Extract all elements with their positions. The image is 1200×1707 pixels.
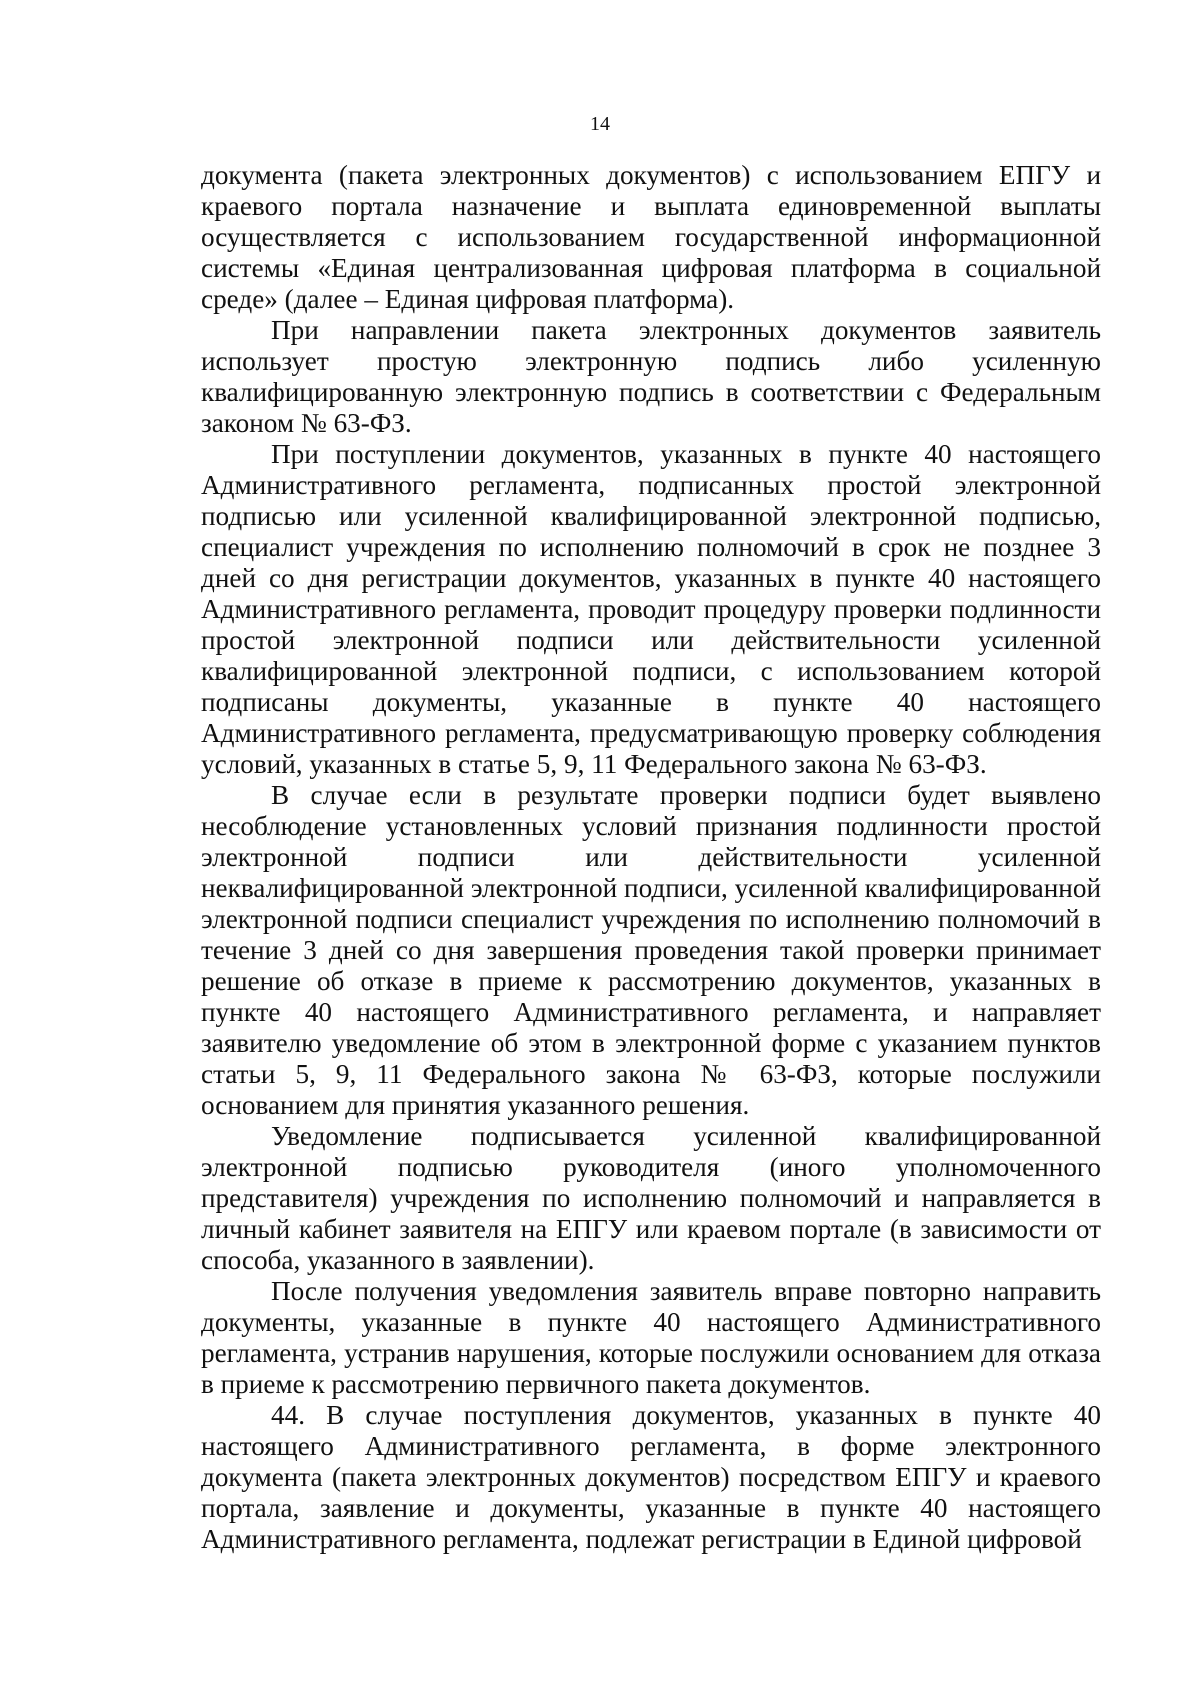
page-number: 14 (590, 113, 610, 135)
paragraph-continuation: документа (пакета электронных документов) с использованием ЕПГУ и краевого портала назначение и выплата единовременной выплаты осуществляется с использованием государственной информационной системы «Единая централизованная цифровая платформа в социальной среде» (далее – Единая цифровая платформа). (201, 160, 1101, 314)
paragraph-item-44: 44. В случае поступления документов, указанных в пункте 40 настоящего Административного регламента, в форме электронного документа (пакета электронных документов) посредством ЕПГУ и краевого портала, заявление и документы, указанные в пункте 40 настоящего Административного регламента, подлежат регистрации в Единой цифровой (201, 1400, 1101, 1554)
paragraph-signature-check: При поступлении документов, указанных в пункте 40 настоящего Административного регламента, подписанных простой электронной подписью или усиленной квалифицированной электронной подписью, специалист учреждения по исполнению полномочий в срок не позднее 3 дней со дня регистрации документов, указанных в пункте 40 настоящего Административного регламента, проводит процедуру проверки подлинности простой электронной подписи или действительности усиленной квалифицированной электронной подписи, с использованием которой подписаны документы, указанные в пункте 40 настоящего Административного регламента, предусматривающую проверку соблюдения условий, указанных в статье 5, 9, 11 Федерального закона № 63-ФЗ. (201, 439, 1101, 779)
paragraph-refusal-decision: В случае если в результате проверки подписи будет выявлено несоблюдение установленных условий признания подлинности простой электронной подписи или действительности усиленной неквалифицированной электронной подписи, усиленной квалифицированной электронной подписи специалист учреждения по исполнению полномочий в течение 3 дней со дня завершения проведения такой проверки принимает решение об отказе в приеме к рассмотрению документов, указанных в пункте 40 настоящего Административного регламента, и направляет заявителю уведомление об этом в электронной форме с указанием пунктов статьи 5, 9, 11 Федерального закона № 63-ФЗ, которые послужили основанием для принятия указанного решения. (201, 780, 1101, 1120)
paragraph-notification: Уведомление подписывается усиленной квалифицированной электронной подписью руководителя (иного уполномоченного представителя) учреждения по исполнению полномочий и направляется в личный кабинет заявителя на ЕПГУ или краевом портале (в зависимости от способа, указанного в заявлении). (201, 1121, 1101, 1275)
paragraph-resubmission: После получения уведомления заявитель вправе повторно направить документы, указанные в пункте 40 настоящего Административного регламента, устранив нарушения, которые послужили основанием для отказа в приеме к рассмотрению первичного пакета документов. (201, 1276, 1101, 1399)
paragraph-signature-use: При направлении пакета электронных документов заявитель использует простую электронную подпись либо усиленную квалифицированную электронную подпись в соответствии с Федеральным законом № 63-ФЗ. (201, 315, 1101, 438)
document-body (201, 160, 1101, 1555)
